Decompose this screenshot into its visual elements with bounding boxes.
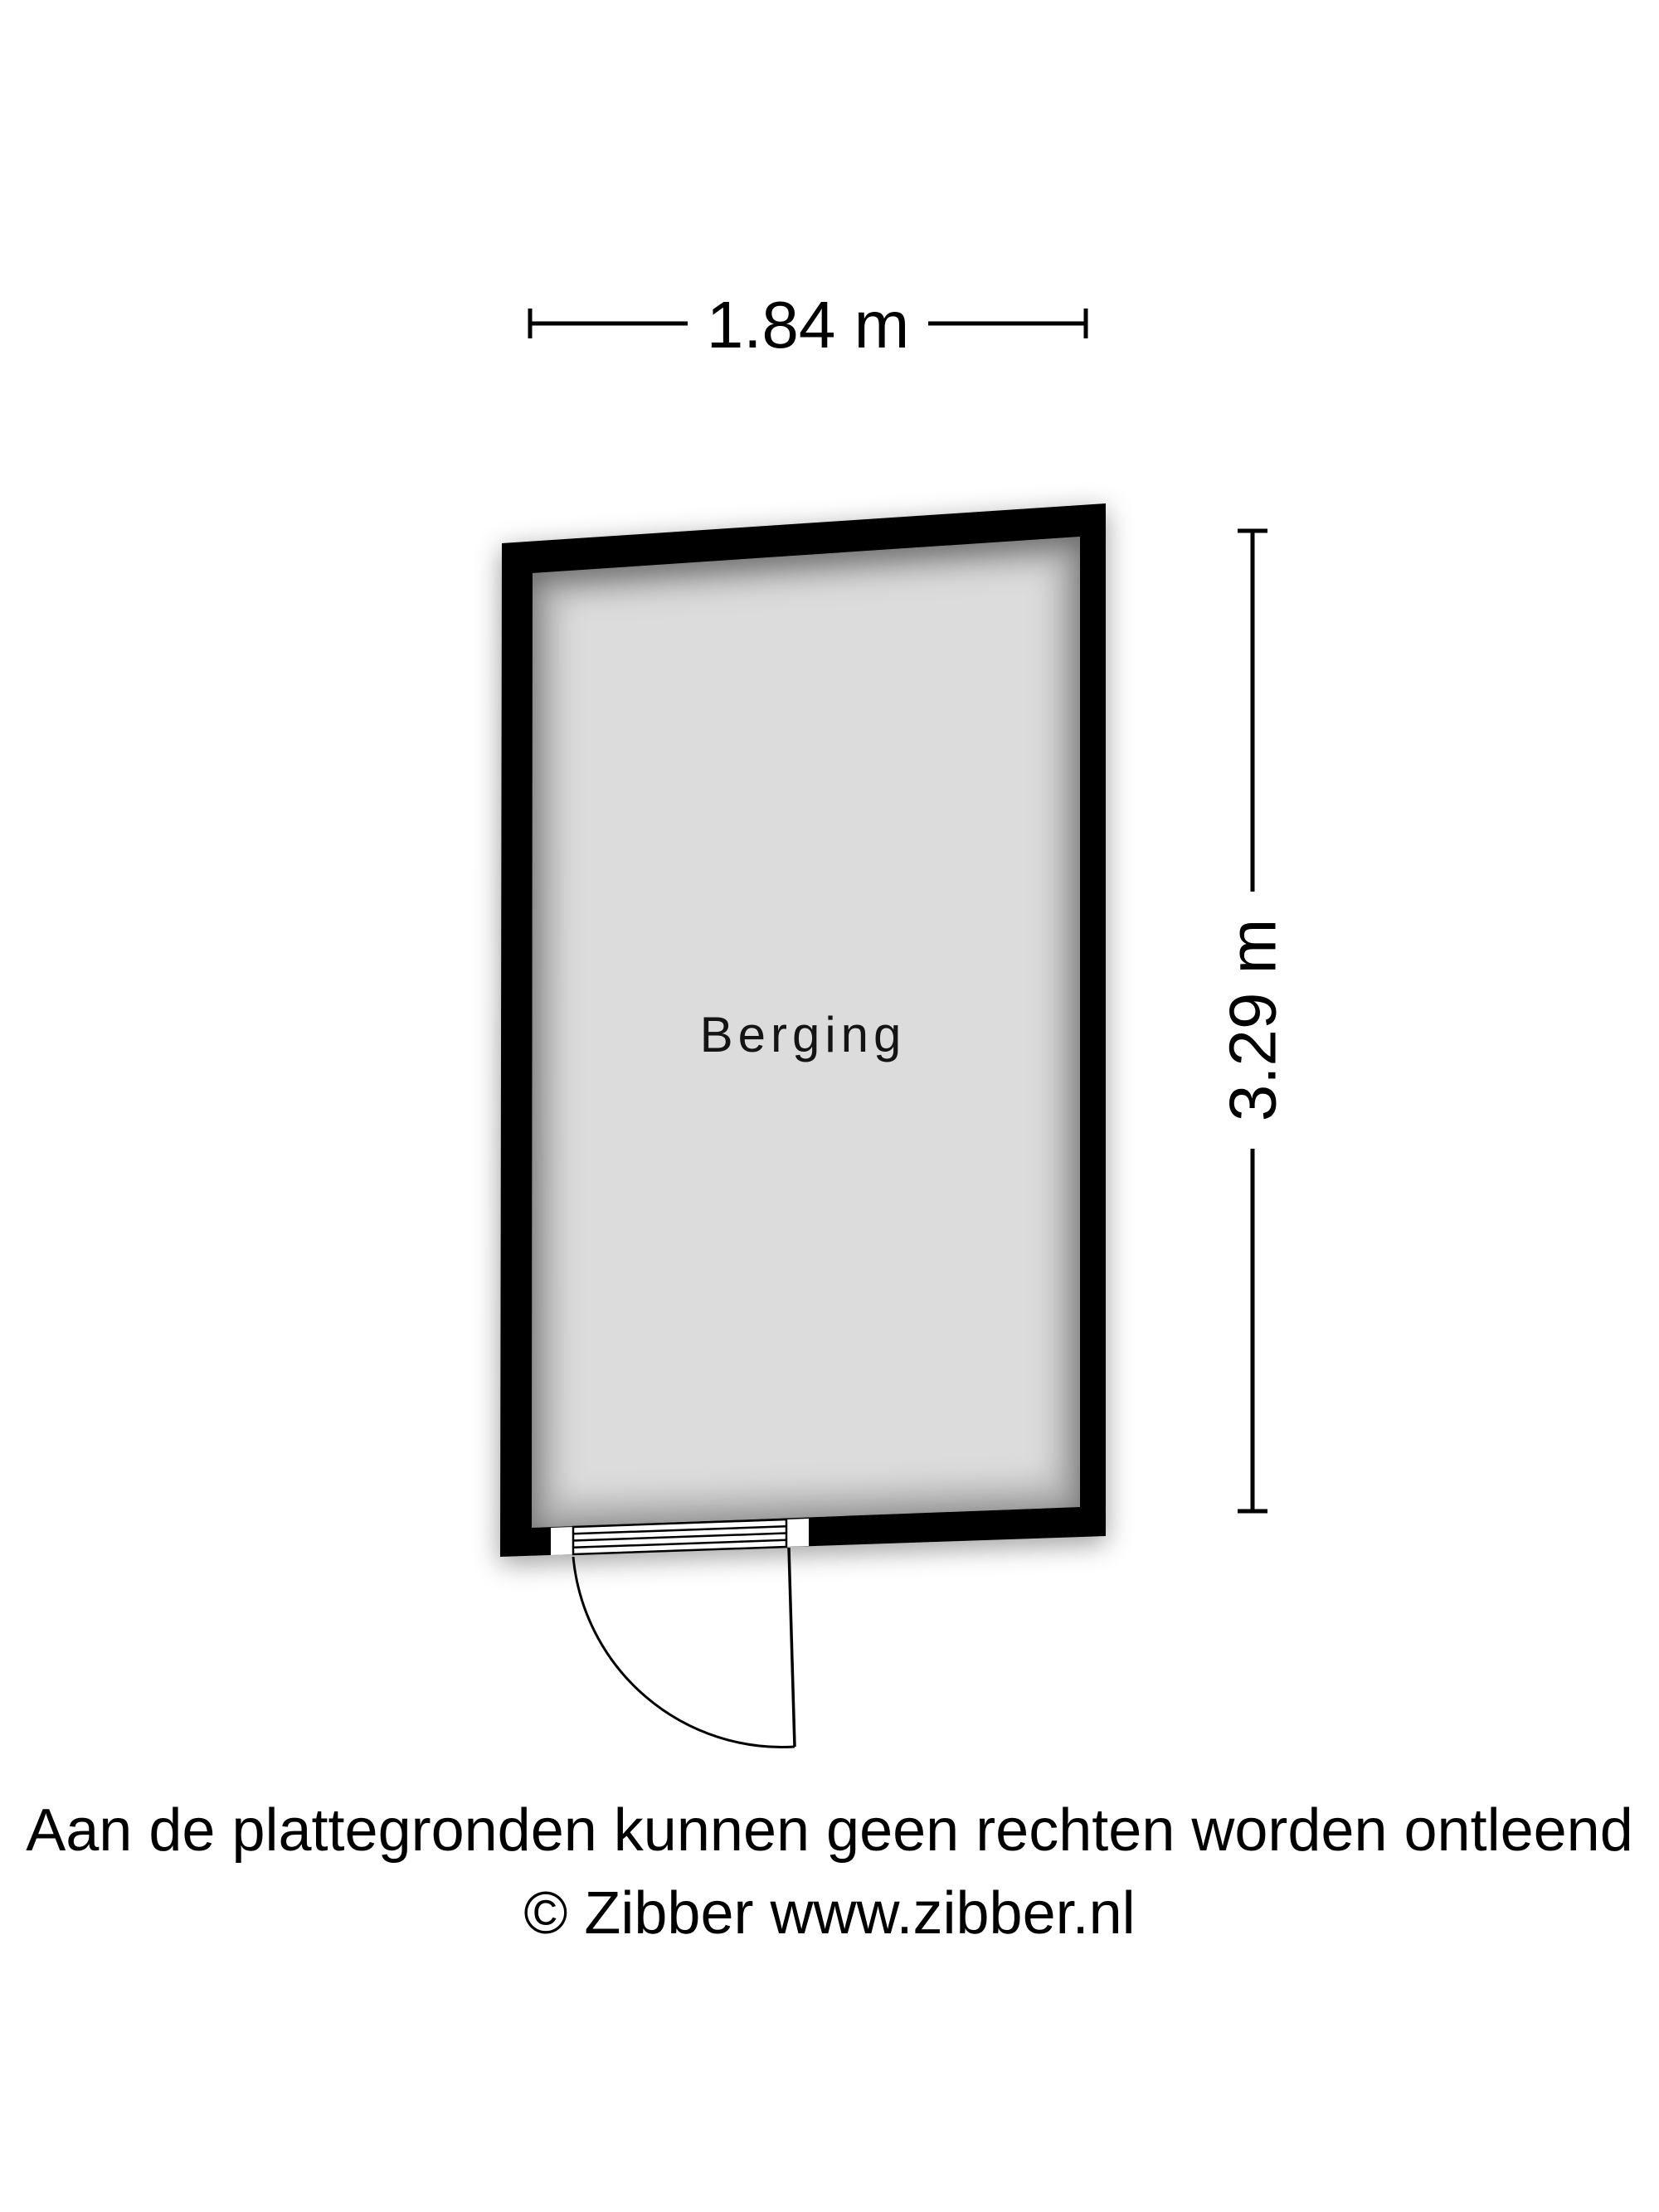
door-opening bbox=[551, 1519, 809, 1747]
room-label: Berging bbox=[699, 1007, 907, 1062]
door-swing-arc bbox=[573, 1557, 795, 1747]
width-dimension-label: 1.84 m bbox=[706, 288, 910, 362]
height-dimension-label: 3.29 m bbox=[1215, 918, 1290, 1122]
height-dimension bbox=[1216, 531, 1290, 1511]
door-leaf-line bbox=[789, 1548, 795, 1747]
door-jamb-left bbox=[551, 1527, 573, 1555]
copyright-text: © Zibber www.zibber.nl bbox=[523, 1880, 1136, 1947]
width-dimension bbox=[530, 288, 1086, 362]
disclaimer-text: Aan de plattegronden kunnen geen rechten worden ontleend bbox=[26, 1797, 1633, 1864]
door-jamb-right bbox=[786, 1519, 809, 1547]
